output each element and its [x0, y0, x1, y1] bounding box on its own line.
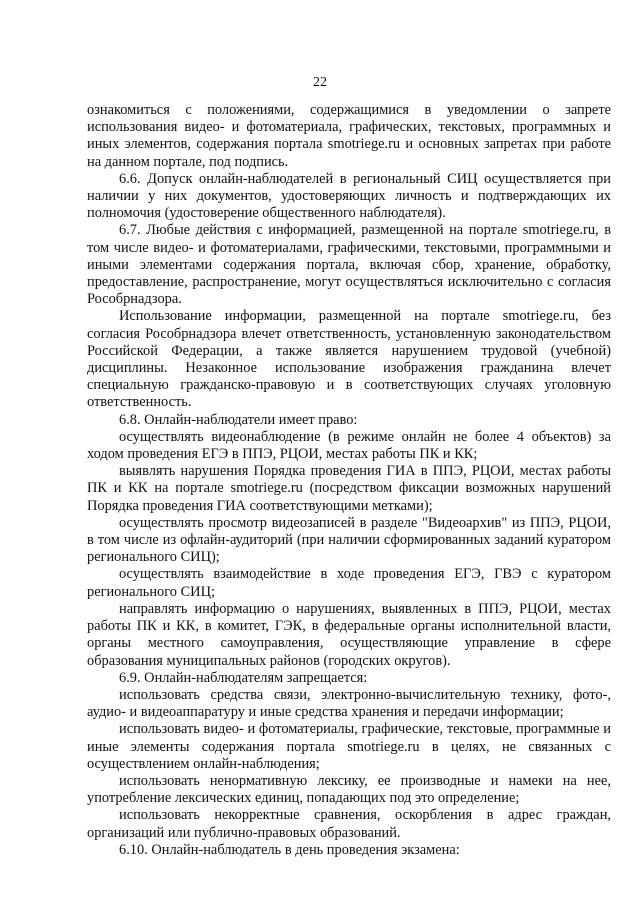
paragraph: выявлять нарушения Порядка проведения ГИА в ППЭ, РЦОИ, местах работы ПК и КК на портале smotriege.ru (посредством фиксации возможных нарушений Порядка проведения ГИА соответствующими метками);	[87, 463, 611, 514]
paragraph: ознакомиться с положениями, содержащимися в уведомлении о запрете использования видео- и фотоматериала, графических, текстовых, программных и иных элементов, содержания портала smotriege.ru и основных запретах при работе на данном портале, под подпись.	[87, 102, 611, 170]
paragraph: осуществлять просмотр видеозаписей в разделе "Видеоархив" из ППЭ, РЦОИ, в том числе из офлайн-аудиторий (при наличии сформированных заданий куратором регионального СИЦ);	[87, 514, 611, 566]
paragraph: осуществлять взаимодействие в ходе проведения ЕГЭ, ГВЭ с куратором регионального СИЦ;	[87, 566, 611, 600]
paragraph: 6.9. Онлайн-наблюдателям запрещается:	[119, 669, 368, 686]
paragraph: 6.8. Онлайн-наблюдатели имеет право:	[119, 411, 358, 428]
paragraph: использовать ненормативную лексику, ее производные и намеки на нее, употребление лексических единиц, попадающих под это определение;	[87, 772, 611, 807]
paragraph: использовать видео- и фотоматериалы, графические, текстовые, программные и иные элементы содержания портала smotriege.ru в целях, не связанных с осуществлением онлайн-наблюдения;	[87, 721, 611, 772]
paragraph: 6.10. Онлайн-наблюдатель в день проведения экзамена:	[119, 841, 460, 858]
paragraph: использовать некорректные сравнения, оскорбления в адрес граждан, организаций или публично-правовых образований.	[87, 807, 611, 841]
paragraph: направлять информацию о нарушениях, выявленных в ППЭ, РЦОИ, местах работы ПК и КК, в комитет, ГЭК, в федеральные органы исполнительной власти, органы местного самоуправления, осуществляющие управление в сфере образования муниципальных районов (городских округов).	[87, 600, 611, 669]
paragraph: использовать средства связи, электронно-вычислительную технику, фото-, аудио- и видеоаппаратуру и иные средства хранения и передачи информации;	[87, 686, 611, 721]
page-number: 22	[313, 75, 327, 90]
paragraph: 6.6. Допуск онлайн-наблюдателей в региональный СИЦ осуществляется при наличии у них документов, удостоверяющих личность и подтверждающих их полномочия (удостоверение общественного наблюдателя).	[87, 170, 611, 222]
paragraph: 6.7. Любые действия с информацией, размещенной на портале smotriege.ru, в том числе видео- и фотоматериалами, графическими, текстовыми, программными и иными элементами содержания портала, включая сбор, хранение, обработку, предоставление, распространение, могут осуществляться исключительно с согласия Рособрнадзора.	[87, 222, 611, 308]
document-body	[87, 102, 611, 859]
paragraph: Использование информации, размещенной на портале smotriege.ru, без согласия Рособрнадзора влечет ответственность, установленную законодательством Российской Федерации, а также является нарушением трудовой (учебной) дисциплины. Незаконное использование изображения гражданина влечет специальную гражданско-правовую и в соответствующих случаях уголовную ответственность.	[87, 308, 611, 411]
paragraph: осуществлять видеонаблюдение (в режиме онлайн не более 4 объектов) за ходом проведения ЕГЭ в ППЭ, РЦОИ, местах работы ПК и КК;	[87, 428, 611, 463]
